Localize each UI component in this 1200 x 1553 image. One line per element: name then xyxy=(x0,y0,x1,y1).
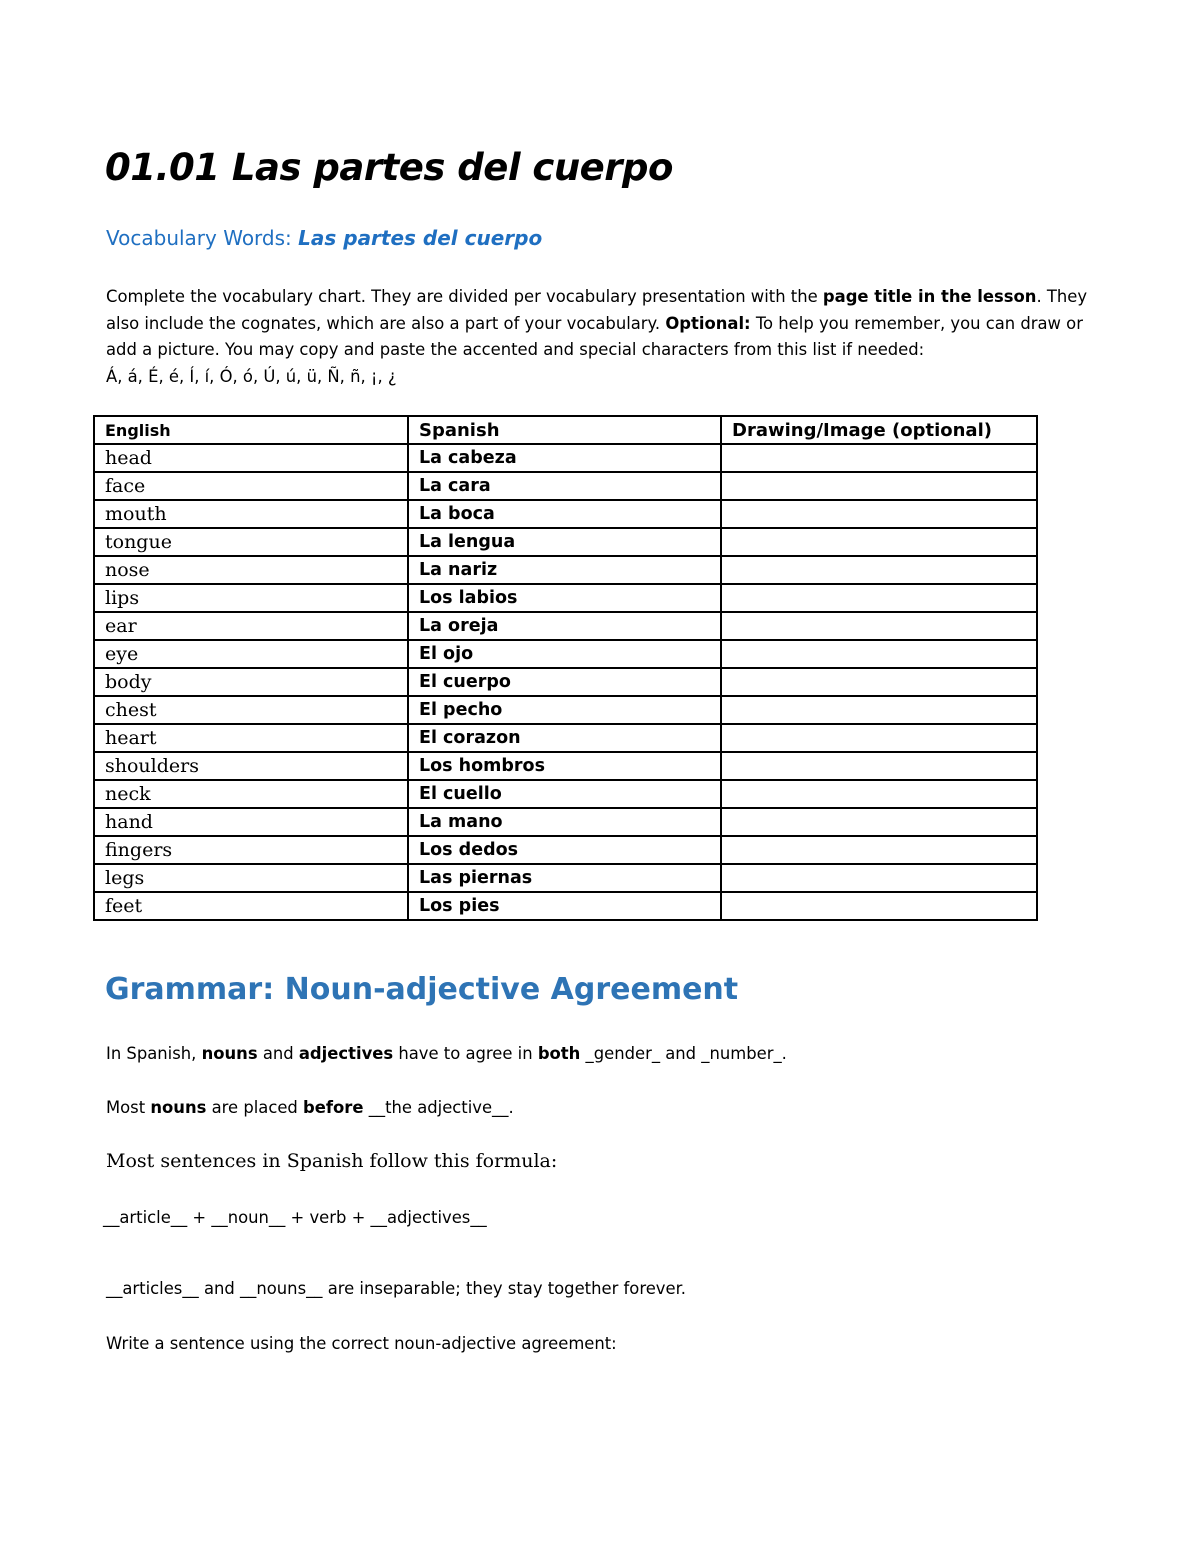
column-header-english: English xyxy=(94,416,408,444)
text-segment: are placed xyxy=(206,1098,304,1117)
spanish-cell: La lengua xyxy=(408,528,721,556)
english-cell: head xyxy=(94,444,408,472)
inseparable-rule: __articles__ and __nouns__ are inseparable; they stay together forever. xyxy=(106,1279,687,1298)
drawing-cell[interactable] xyxy=(721,696,1037,724)
spanish-cell: Las piernas xyxy=(408,864,721,892)
spanish-cell: El corazon xyxy=(408,724,721,752)
drawing-cell[interactable] xyxy=(721,864,1037,892)
drawing-cell[interactable] xyxy=(721,724,1037,752)
special-characters: Á, á, É, é, Í, í, Ó, ó, Ú, ú, ü, Ñ, ñ, ¡, ¿ xyxy=(106,366,397,386)
spanish-cell: El pecho xyxy=(408,696,721,724)
english-cell: shoulders xyxy=(94,752,408,780)
formula-intro: Most sentences in Spanish follow this formula: xyxy=(106,1150,558,1172)
drawing-cell[interactable] xyxy=(721,528,1037,556)
english-cell: feet xyxy=(94,892,408,920)
grammar-rule-agreement xyxy=(106,1044,787,1063)
instructions-text-1: Complete the vocabulary chart. They are divided per vocabulary presentation with the xyxy=(106,287,823,306)
table-row xyxy=(94,668,1037,696)
drawing-cell[interactable] xyxy=(721,556,1037,584)
text-segment: _gender_ and _number_. xyxy=(580,1044,787,1063)
table-row xyxy=(94,500,1037,528)
spanish-cell: La oreja xyxy=(408,612,721,640)
table-row xyxy=(94,444,1037,472)
spanish-cell: Los labios xyxy=(408,584,721,612)
english-cell: fingers xyxy=(94,836,408,864)
vocabulary-subtitle xyxy=(106,226,542,250)
bold-term: nouns xyxy=(150,1098,207,1117)
table-row xyxy=(94,696,1037,724)
spanish-cell: La boca xyxy=(408,500,721,528)
spanish-cell: El cuerpo xyxy=(408,668,721,696)
table-row xyxy=(94,836,1037,864)
english-cell: eye xyxy=(94,640,408,668)
bold-term: before xyxy=(303,1098,364,1117)
spanish-cell: El ojo xyxy=(408,640,721,668)
english-cell: heart xyxy=(94,724,408,752)
instructions-bold-2: Optional: xyxy=(665,313,751,333)
bold-term: nouns xyxy=(201,1044,258,1063)
text-segment: and xyxy=(257,1044,299,1063)
spanish-cell: La cabeza xyxy=(408,444,721,472)
table-row xyxy=(94,612,1037,640)
text-segment: In Spanish, xyxy=(106,1044,202,1063)
english-cell: ear xyxy=(94,612,408,640)
column-header-spanish: Spanish xyxy=(408,416,721,444)
drawing-cell[interactable] xyxy=(721,668,1037,696)
drawing-cell[interactable] xyxy=(721,472,1037,500)
column-header-drawing: Drawing/Image (optional) xyxy=(721,416,1037,444)
spanish-cell: La mano xyxy=(408,808,721,836)
drawing-cell[interactable] xyxy=(721,836,1037,864)
drawing-cell[interactable] xyxy=(721,444,1037,472)
english-cell: body xyxy=(94,668,408,696)
english-cell: hand xyxy=(94,808,408,836)
page-title: 01.01 Las partes del cuerpo xyxy=(105,146,673,189)
instructions-bold-1: page title in the lesson xyxy=(822,287,1037,306)
table-row xyxy=(94,472,1037,500)
table-row xyxy=(94,864,1037,892)
table-row xyxy=(94,780,1037,808)
table-row xyxy=(94,892,1037,920)
text-segment: __the adjective__. xyxy=(363,1098,514,1117)
english-cell: face xyxy=(94,472,408,500)
grammar-title: Grammar: Noun-adjective Agreement xyxy=(105,972,739,1007)
spanish-cell: La cara xyxy=(408,472,721,500)
grammar-rule-placement xyxy=(106,1098,514,1117)
english-cell: chest xyxy=(94,696,408,724)
instructions-paragraph xyxy=(106,284,1096,390)
drawing-cell[interactable] xyxy=(721,808,1037,836)
english-cell: neck xyxy=(94,780,408,808)
subtitle-emphasis: Las partes del cuerpo xyxy=(298,226,543,250)
table-row xyxy=(94,556,1037,584)
drawing-cell[interactable] xyxy=(721,640,1037,668)
instructions-text-3: To help you remember, you can draw or add a picture. You may copy and paste the accented and special characters from this list if needed: xyxy=(106,313,1083,359)
english-cell: nose xyxy=(94,556,408,584)
subtitle-prefix: Vocabulary Words: xyxy=(106,226,299,250)
table-header-row xyxy=(94,416,1037,444)
spanish-cell: Los hombros xyxy=(408,752,721,780)
sentence-formula: __article__ + __noun__ + verb + __adjectives__ xyxy=(103,1208,487,1227)
english-cell: legs xyxy=(94,864,408,892)
table-row xyxy=(94,640,1037,668)
drawing-cell[interactable] xyxy=(721,892,1037,920)
writing-prompt: Write a sentence using the correct noun-adjective agreement: xyxy=(106,1334,617,1353)
drawing-cell[interactable] xyxy=(721,500,1037,528)
vocabulary-table xyxy=(93,415,1038,921)
table-row xyxy=(94,528,1037,556)
vocabulary-table-body xyxy=(94,444,1037,920)
table-row xyxy=(94,808,1037,836)
english-cell: lips xyxy=(94,584,408,612)
drawing-cell[interactable] xyxy=(721,780,1037,808)
drawing-cell[interactable] xyxy=(721,584,1037,612)
table-row xyxy=(94,752,1037,780)
text-segment: Most xyxy=(106,1098,151,1117)
spanish-cell: La nariz xyxy=(408,556,721,584)
spanish-cell: Los pies xyxy=(408,892,721,920)
table-row xyxy=(94,724,1037,752)
instructions-text-2: . They also include the cognates, which are also a part of your vocabulary. xyxy=(106,287,1088,333)
spanish-cell: El cuello xyxy=(408,780,721,808)
drawing-cell[interactable] xyxy=(721,752,1037,780)
text-segment: have to agree in xyxy=(393,1044,538,1063)
table-row xyxy=(94,584,1037,612)
spanish-cell: Los dedos xyxy=(408,836,721,864)
bold-term: both xyxy=(537,1044,581,1063)
bold-term: adjectives xyxy=(298,1044,394,1063)
drawing-cell[interactable] xyxy=(721,612,1037,640)
english-cell: tongue xyxy=(94,528,408,556)
english-cell: mouth xyxy=(94,500,408,528)
